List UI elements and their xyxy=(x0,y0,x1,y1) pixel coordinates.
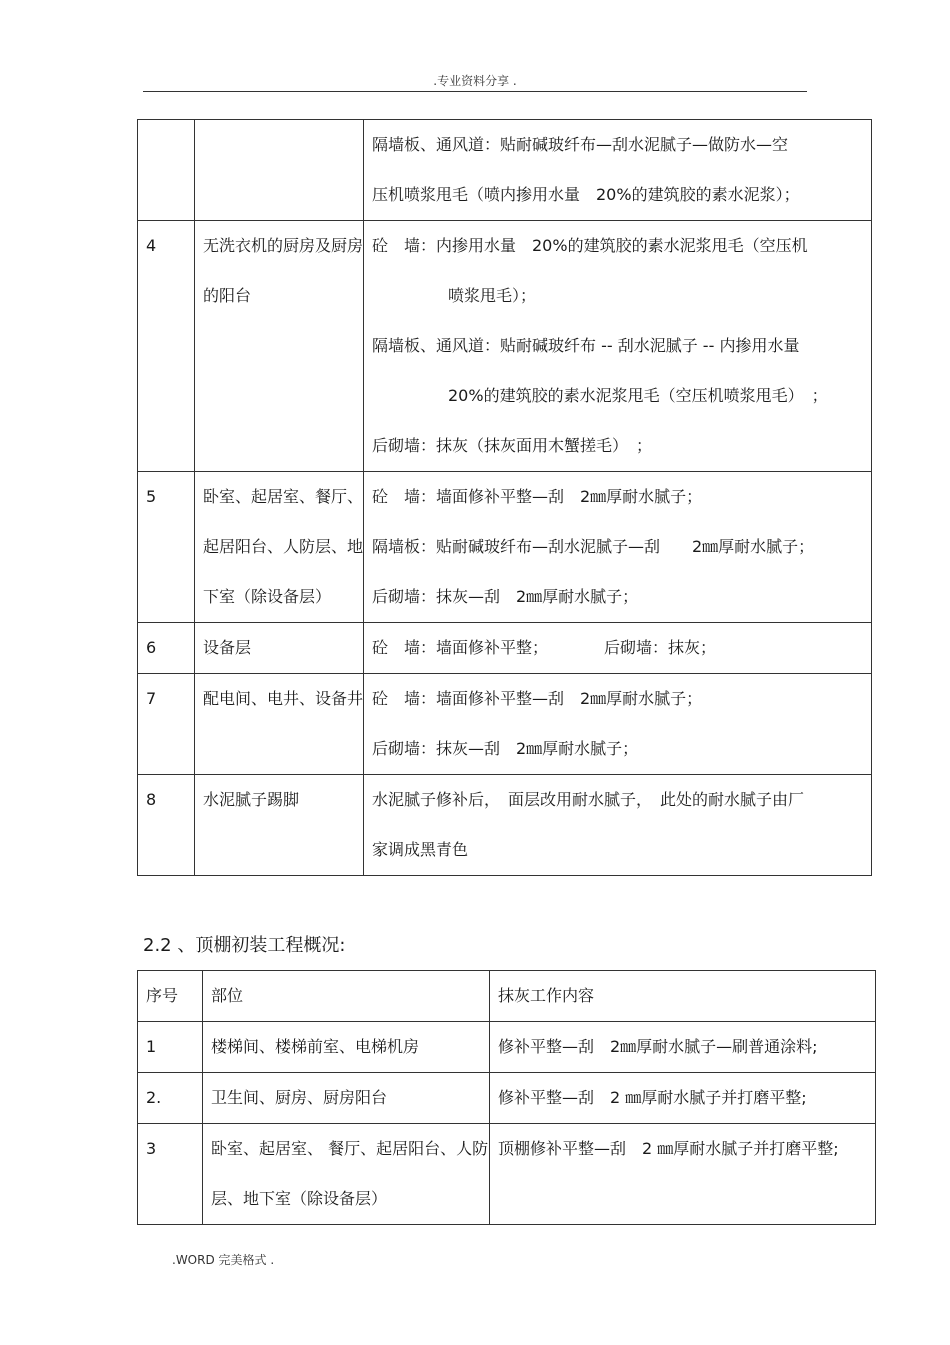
row-location: 卧室、起居室、餐厅、起居阳台、人防层、地下室（除设备层） xyxy=(195,472,364,623)
row-number: 2. xyxy=(138,1073,203,1124)
page-header: .专业资料分享 . xyxy=(433,74,517,88)
row-content xyxy=(364,775,872,876)
content-line: 压机喷浆甩毛（喷内掺用水量 20%的建筑胶的素水泥浆）； xyxy=(372,185,800,204)
table-row xyxy=(138,1124,876,1225)
row-content xyxy=(364,472,872,623)
row-location xyxy=(195,120,364,221)
content-line: 砼 墙：内掺用水量 20%的建筑胶的素水泥浆甩毛（空压机 xyxy=(372,236,808,255)
row-content: 修补平整—刮 2㎜厚耐水腻子—刷普通涂料; xyxy=(490,1022,876,1073)
row-number: 4 xyxy=(138,221,195,472)
table-row xyxy=(138,120,872,221)
table-row xyxy=(138,472,872,623)
row-number xyxy=(138,120,195,221)
content-line: 隔墙板、通风道：贴耐碱玻纤布 -- 刮水泥腻子 -- 内掺用水量 xyxy=(372,336,800,355)
content-line: 砼 墙：墙面修补平整—刮 2㎜厚耐水腻子； xyxy=(372,689,703,708)
row-content xyxy=(364,221,872,472)
header-location: 部位 xyxy=(203,971,490,1022)
table-row xyxy=(138,1022,876,1073)
row-location: 卫生间、厨房、厨房阳台 xyxy=(203,1073,490,1124)
content-line: 隔墙板：贴耐碱玻纤布—刮水泥腻子—刮 2㎜厚耐水腻子； xyxy=(372,537,815,556)
table-row xyxy=(138,1073,876,1124)
header-content: 抹灰工作内容 xyxy=(490,971,876,1022)
table-header-row xyxy=(138,971,876,1022)
row-location: 卧室、起居室、 餐厅、起居阳台、人防层、地下室（除设备层） xyxy=(203,1124,490,1225)
table-row xyxy=(138,221,872,472)
row-location: 设备层 xyxy=(195,623,364,674)
page-footer: .WORD 完美格式 . xyxy=(172,1253,275,1267)
row-content: 顶棚修补平整—刮 2 ㎜厚耐水腻子并打磨平整; xyxy=(490,1124,876,1225)
content-line: 砼 墙：墙面修补平整； 后砌墙：抹灰； xyxy=(372,638,717,657)
content-line: 水泥腻子修补后， 面层改用耐水腻子， 此处的耐水腻子由厂 xyxy=(372,790,805,809)
content-line: 后砌墙：抹灰（抹灰面用木蟹搓毛） ； xyxy=(372,436,653,455)
wall-plaster-table xyxy=(137,119,872,876)
row-number: 1 xyxy=(138,1022,203,1073)
row-number: 5 xyxy=(138,472,195,623)
header-rule xyxy=(143,91,807,92)
row-number: 7 xyxy=(138,674,195,775)
row-content xyxy=(364,623,872,674)
content-line: 20%的建筑胶的素水泥浆甩毛（空压机喷浆甩毛） ； xyxy=(448,386,828,405)
row-number: 3 xyxy=(138,1124,203,1225)
table-row xyxy=(138,623,872,674)
row-content xyxy=(364,120,872,221)
row-location: 配电间、电井、设备井 xyxy=(195,674,364,775)
ceiling-plaster-table xyxy=(137,970,876,1225)
content-line: 家调成黑青色 xyxy=(372,840,469,859)
content-line: 隔墙板、通风道：贴耐碱玻纤布—刮水泥腻子—做防水—空 xyxy=(372,135,789,154)
header-number: 序号 xyxy=(138,971,203,1022)
row-location: 无洗衣机的厨房及厨房的阳台 xyxy=(195,221,364,472)
table-row xyxy=(138,674,872,775)
row-content: 修补平整—刮 2 ㎜厚耐水腻子并打磨平整; xyxy=(490,1073,876,1124)
content-line: 后砌墙：抹灰—刮 2㎜厚耐水腻子； xyxy=(372,587,639,606)
section-title: 2.2 、顶棚初装工程概况: xyxy=(143,935,346,956)
row-location: 楼梯间、楼梯前室、电梯机房 xyxy=(203,1022,490,1073)
content-line: 喷浆甩毛）； xyxy=(448,286,537,305)
row-number: 6 xyxy=(138,623,195,674)
content-line: 砼 墙：墙面修补平整—刮 2㎜厚耐水腻子； xyxy=(372,487,703,506)
row-content xyxy=(364,674,872,775)
content-line: 后砌墙：抹灰—刮 2㎜厚耐水腻子； xyxy=(372,739,639,758)
row-number: 8 xyxy=(138,775,195,876)
row-location: 水泥腻子踢脚 xyxy=(195,775,364,876)
table-row xyxy=(138,775,872,876)
